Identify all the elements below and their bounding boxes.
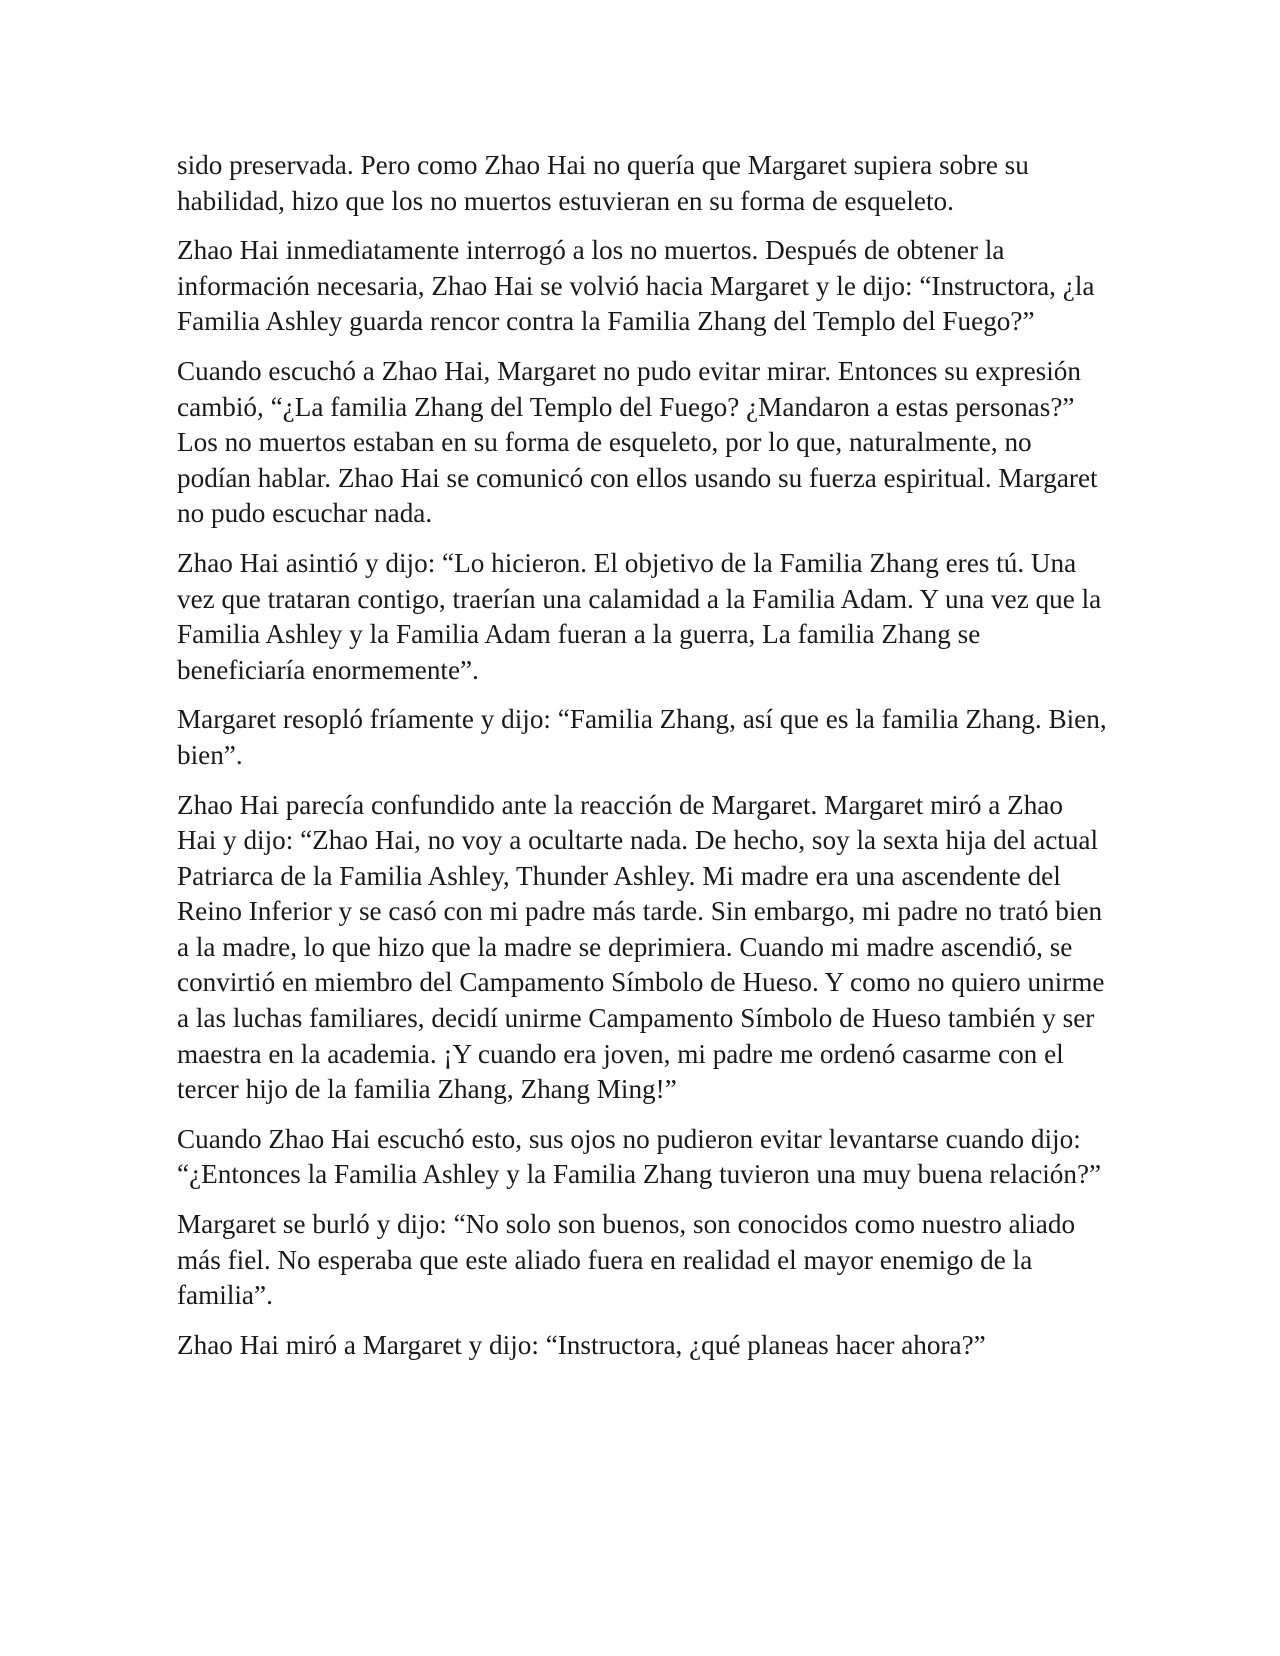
- paragraph-8: Margaret se burló y dijo: “No solo son buenos, son conocidos como nuestro aliado más fiel. No esperaba que este aliado fuera en realidad el mayor enemigo de la familia”.: [177, 1209, 1076, 1311]
- body-text: [177, 148, 1107, 1377]
- paragraph-2: Zhao Hai inmediatamente interrogó a los no muertos. Después de obtener la información necesaria, Zhao Hai se volvió hacia Margaret y le dijo: “Instructora, ¿la Familia Ashley guarda rencor contra la Familia Zhang del Templo del Fuego?”: [177, 235, 1095, 337]
- paragraph-3: Cuando escuchó a Zhao Hai, Margaret no pudo evitar mirar. Entonces su expresión cambió, “¿La familia Zhang del Templo del Fuego? ¿Mandaron a estas personas?” Los no muertos estaban en su forma de esqueleto, por lo que, naturalmente, no podían hablar. Zhao Hai se comunicó con ellos usando su fuerza espiritual. Margaret no pudo escuchar nada.: [177, 355, 1098, 529]
- paragraph-7: Cuando Zhao Hai escuchó esto, sus ojos no pudieron evitar levantarse cuando dijo: “¿Entonces la Familia Ashley y la Familia Zhang tuvieron una muy buena relación?”: [177, 1123, 1102, 1190]
- paragraph-6: Zhao Hai parecía confundido ante la reacción de Margaret. Margaret miró a Zhao Hai y dijo: “Zhao Hai, no voy a ocultarte nada. De hecho, soy la sexta hija del actual Patriarca de la Familia Ashley, Thunder Ashley. Mi madre era una ascendente del Reino Inferior y se casó con mi padre más tarde. Sin embargo, mi padre no trató bien a la madre, lo que hizo que la madre se deprimiera. Cuando mi madre ascendió, se convirtió en miembro del Campamento Símbolo de Hueso. Y como no quiero unirme a las luchas familiares, decidí unirme Campamento Símbolo de Hueso también y ser maestra en la academia. ¡Y cuando era joven, mi padre me ordenó casarme con el tercer hijo de la familia Zhang, Zhang Ming!”: [177, 789, 1105, 1105]
- paragraph-1: sido preservada. Pero como Zhao Hai no quería que Margaret supiera sobre su habilidad, hizo que los no muertos estuvieran en su forma de esqueleto.: [177, 150, 1029, 216]
- paragraph-9: Zhao Hai miró a Margaret y dijo: “Instructora, ¿qué planeas hacer ahora?”: [177, 1329, 986, 1360]
- paragraph-4: Zhao Hai asintió y dijo: “Lo hicieron. El objetivo de la Familia Zhang eres tú. Una vez que trataran contigo, traerían una calamidad a la Familia Adam. Y una vez que la Familia Ashley y la Familia Adam fueran a la guerra, La familia Zhang se beneficiaría enormemente”.: [177, 547, 1102, 685]
- paragraph-5: Margaret resopló fríamente y dijo: “Familia Zhang, así que es la familia Zhang. Bien, bien”.: [177, 704, 1107, 770]
